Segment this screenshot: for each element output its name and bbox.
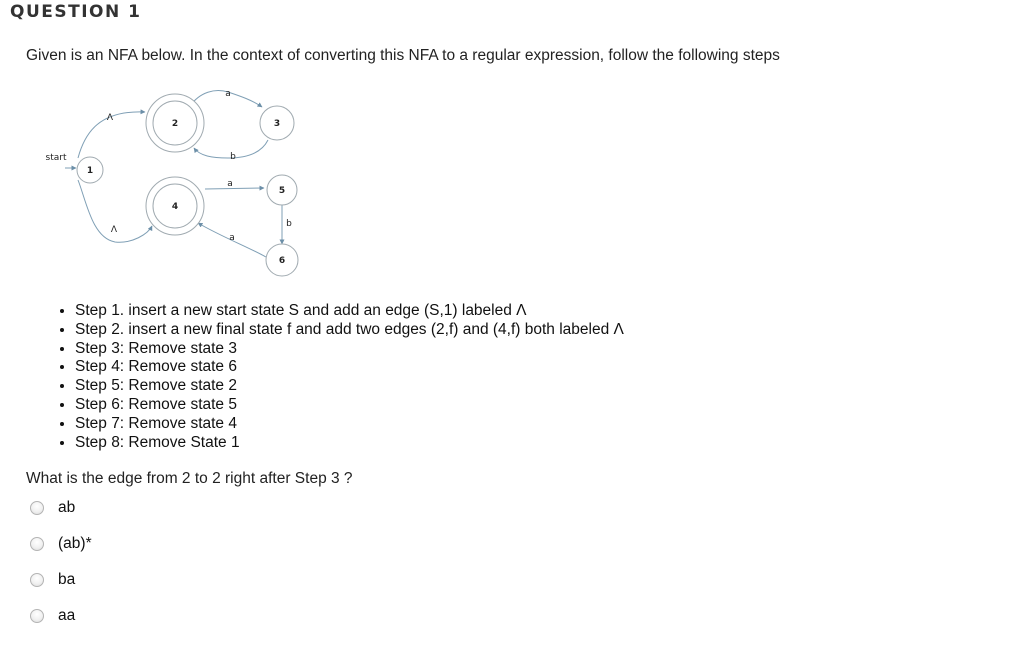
option-label: ba xyxy=(58,571,76,588)
option-label: ab xyxy=(58,499,76,516)
answer-option-ba[interactable] xyxy=(30,569,75,591)
state-3-label: 3 xyxy=(273,119,281,129)
option-label: (ab)* xyxy=(58,535,92,552)
radio-button[interactable] xyxy=(30,573,44,587)
edge-4-5 xyxy=(205,188,264,189)
edge-1-2-label: Λ xyxy=(106,113,114,123)
step-item: • Step 4: Remove state 6 xyxy=(75,358,624,377)
edge-3-2-label: b xyxy=(230,152,236,162)
state-4-label: 4 xyxy=(171,202,179,212)
radio-button[interactable] xyxy=(30,537,44,551)
edge-4-5-label: a xyxy=(227,179,233,189)
state-1-label: 1 xyxy=(86,166,94,176)
nfa-diagram xyxy=(30,78,320,288)
steps-list xyxy=(55,302,624,452)
edge-5-6-label: b xyxy=(286,219,292,229)
state-2-label: 2 xyxy=(171,119,179,129)
answer-option-ab[interactable] xyxy=(30,497,75,519)
edge-1-4-label: Λ xyxy=(110,225,118,235)
question-prompt: What is the edge from 2 to 2 right after Step 3 ? xyxy=(26,470,353,487)
radio-button[interactable] xyxy=(30,609,44,623)
step-item: • Step 5: Remove state 2 xyxy=(75,377,624,396)
start-label: start xyxy=(45,153,67,163)
option-label: aa xyxy=(58,607,76,624)
step-item: • Step 3: Remove state 3 xyxy=(75,340,624,359)
step-item: • Step 8: Remove State 1 xyxy=(75,434,624,453)
step-item: • Step 1. insert a new start state S and add an edge (S,1) labeled Λ xyxy=(75,302,624,321)
step-item: • Step 7: Remove state 4 xyxy=(75,415,624,434)
radio-button[interactable] xyxy=(30,501,44,515)
answer-option-ab-star[interactable] xyxy=(30,533,92,555)
edge-6-4-label: a xyxy=(229,233,235,243)
state-5-label: 5 xyxy=(278,186,286,196)
edge-2-3-label: a xyxy=(225,89,231,99)
question-intro: Given is an NFA below. In the context of converting this NFA to a regular expression, follow the following steps xyxy=(26,47,780,64)
question-header: QUESTION 1 xyxy=(10,2,142,22)
step-item: • Step 6: Remove state 5 xyxy=(75,396,624,415)
answer-option-aa[interactable] xyxy=(30,605,75,627)
step-item: • Step 2. insert a new final state f and add two edges (2,f) and (4,f) both labeled Λ xyxy=(75,321,624,340)
state-6-label: 6 xyxy=(278,256,286,266)
